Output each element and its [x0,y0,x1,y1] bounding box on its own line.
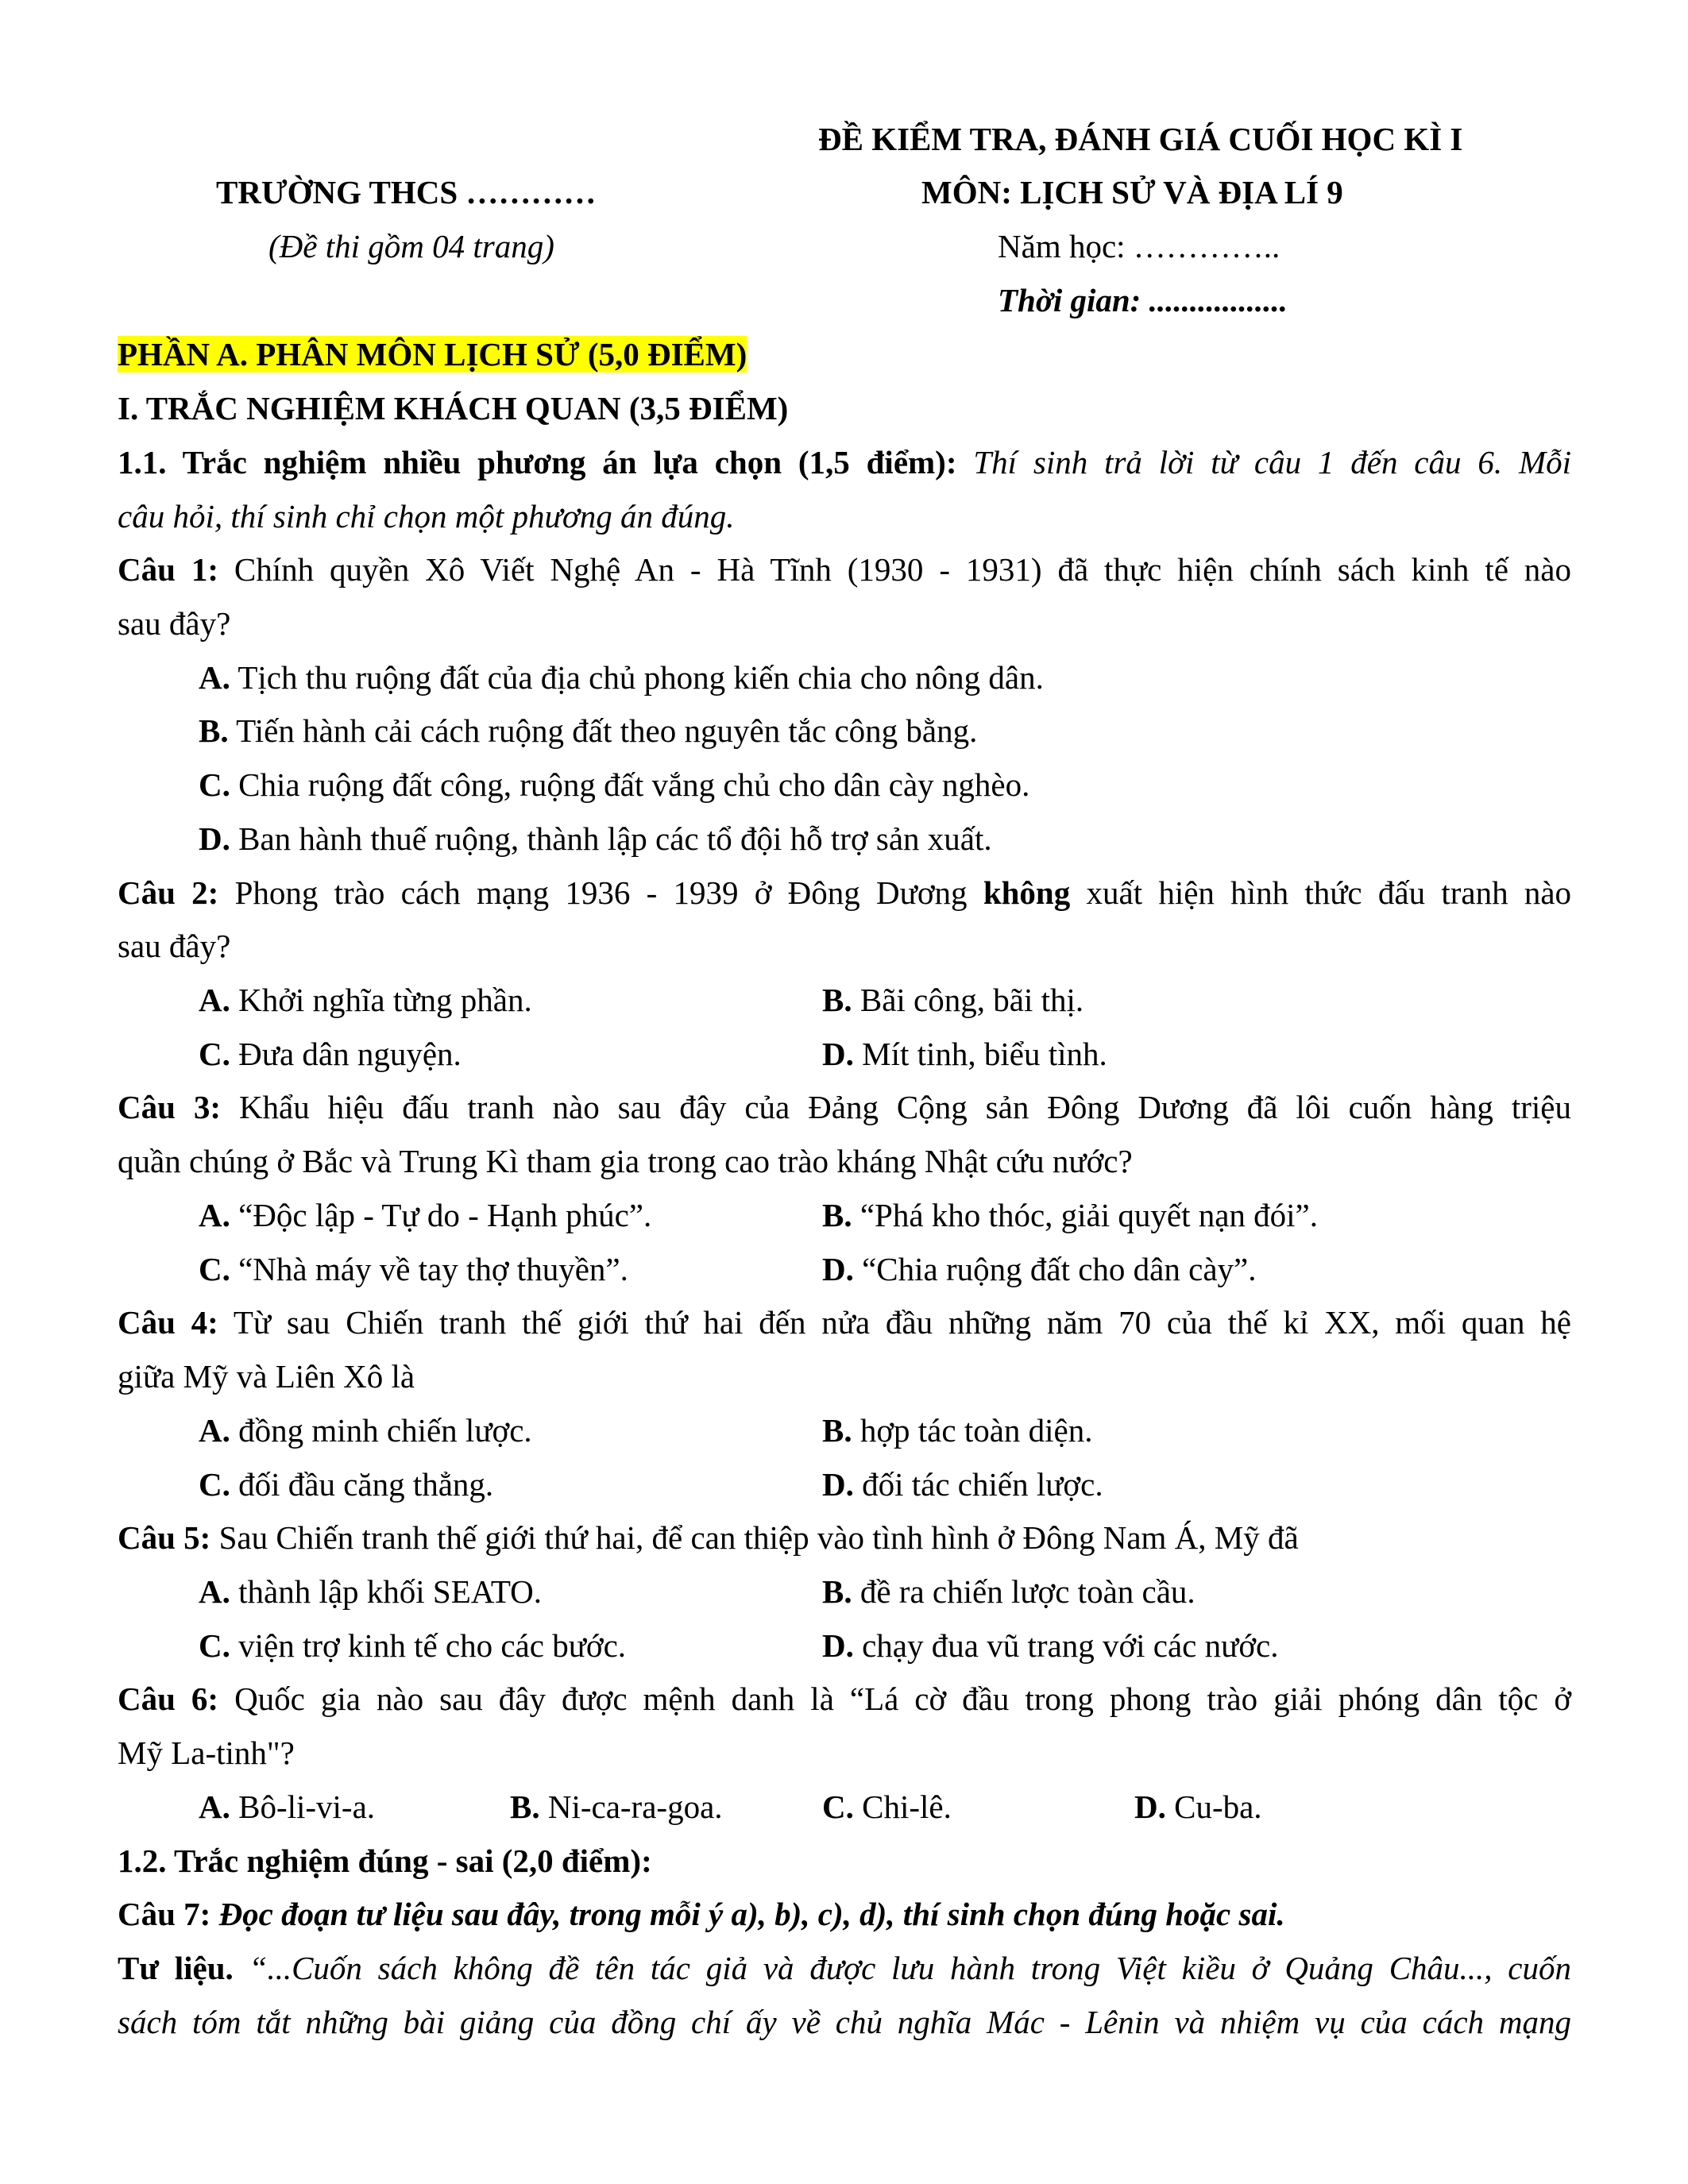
q1-option-a: A. Tịch thu ruộng đất của địa chủ phong kiến chia cho nông dân. [199,659,1044,696]
question-7: Câu 7: Đọc đoạn tư liệu sau đây, trong mỗi ý a), b), c), d), thí sinh chọn đúng hoặc sai. [118,1896,1285,1932]
q3-option-b: B. “Phá kho thóc, giải quyết nạn đói”. [822,1197,1319,1233]
question-2: Câu 2: Phong trào cách mạng 1936 - 1939 ở Đông Dương không xuất hiện hình thức đấu tranh nào [118,874,1572,911]
school-year: Năm học: ………….. [998,228,1280,264]
pages-note: (Đề thi gồm 04 trang) [268,228,554,264]
question-6: Câu 6: Quốc gia nào sau đây được mệnh danh là “Lá cờ đầu trong phong trào giải phóng dân tộc ở [118,1680,1572,1717]
part-a-title: PHẦN A. PHÂN MÔN LỊCH SỬ (5,0 ĐIỂM) [118,336,747,372]
q4-option-a: A. đồng minh chiến lược. [199,1412,532,1449]
q3-option-a: A. “Độc lập - Tự do - Hạnh phúc”. [199,1197,652,1233]
q4-option-b: B. hợp tác toàn diện. [822,1412,1093,1449]
source-text-line-1: Tư liệu. “...Cuốn sách không đề tên tác giả và được lưu hành trong Việt kiều ở Quảng Châu..., cuốn [118,1950,1571,1986]
question-3: Câu 3: Khẩu hiệu đấu tranh nào sau đây của Đảng Cộng sản Đông Dương đã lôi cuốn hàng triệu [118,1089,1571,1125]
q2-option-c: C. Đưa dân nguyện. [199,1036,462,1072]
section-1-title: I. TRẮC NGHIỆM KHÁCH QUAN (3,5 ĐIỂM) [118,390,789,426]
q4-option-c: C. đối đầu căng thẳng. [199,1466,494,1503]
q2-option-a: A. Khởi nghĩa từng phần. [199,982,532,1018]
question-2-cont: sau đây? [118,928,231,964]
school-name: TRƯỜNG THCS ………… [216,174,597,210]
q1-option-c: C. Chia ruộng đất công, ruộng đất vắng chủ cho dân cày nghèo. [199,766,1030,803]
source-text-line-2: sách tóm tắt những bài giảng của đồng chí ấy về chủ nghĩa Mác - Lênin và nhiệm vụ của cách mạng [118,2004,1571,2040]
question-4: Câu 4: Từ sau Chiến tranh thế giới thứ hai đến nửa đầu những năm 70 của thế kỉ XX, mối quan hệ [118,1304,1571,1341]
sub-1-1-line-2: câu hỏi, thí sinh chỉ chọn một phương án đúng. [118,498,735,534]
exam-title: ĐỀ KIỂM TRA, ĐÁNH GIÁ CUỐI HỌC KÌ I [818,121,1463,157]
exam-time: Thời gian: ................. [998,282,1288,318]
q1-option-b: B. Tiến hành cải cách ruộng đất theo nguyên tắc công bằng. [199,712,978,749]
question-1: Câu 1: Chính quyền Xô Viết Nghệ An - Hà Tĩnh (1930 - 1931) đã thực hiện chính sách kinh tế nào [118,551,1571,588]
q6-option-b: B. Ni-ca-ra-goa. [510,1788,723,1825]
q2-option-b: B. Bãi công, bãi thị. [822,982,1084,1018]
sub-1-2-title: 1.2. Trắc nghiệm đúng - sai (2,0 điểm): [118,1843,652,1879]
q3-option-c: C. “Nhà máy về tay thợ thuyền”. [199,1251,628,1287]
question-3-cont: quần chúng ở Bắc và Trung Kì tham gia trong cao trào kháng Nhật cứu nước? [118,1143,1133,1179]
sub-1-1-line-1: 1.1. Trắc nghiệm nhiều phương án lựa chọn (1,5 điểm): Thí sinh trả lời từ câu 1 đến câu 6. Mỗi [118,444,1571,480]
q6-option-c: C. Chi-lê. [822,1788,952,1825]
question-1-cont: sau đây? [118,605,231,642]
q5-option-c: C. viện trợ kinh tế cho các bước. [199,1627,627,1664]
q3-option-d: D. “Chia ruộng đất cho dân cày”. [822,1251,1257,1287]
question-4-cont: giữa Mỹ và Liên Xô là [118,1358,415,1395]
q6-option-d: D. Cu-ba. [1134,1788,1262,1825]
q1-option-d: D. Ban hành thuế ruộng, thành lập các tổ đội hỗ trợ sản xuất. [199,820,992,857]
question-6-cont: Mỹ La-tinh"? [118,1734,295,1771]
q5-option-a: A. thành lập khối SEATO. [199,1573,543,1610]
q5-option-b: B. đề ra chiến lược toàn cầu. [822,1573,1196,1610]
q2-option-d: D. Mít tinh, biểu tình. [822,1036,1107,1072]
subject-title: MÔN: LỊCH SỬ VÀ ĐỊA LÍ 9 [921,174,1343,210]
q6-option-a: A. Bô-li-vi-a. [199,1788,376,1825]
q4-option-d: D. đối tác chiến lược. [822,1466,1103,1503]
q5-option-d: D. chạy đua vũ trang với các nước. [822,1627,1279,1664]
question-5: Câu 5: Sau Chiến tranh thế giới thứ hai, để can thiệp vào tình hình ở Đông Nam Á, Mỹ đã [118,1519,1299,1556]
